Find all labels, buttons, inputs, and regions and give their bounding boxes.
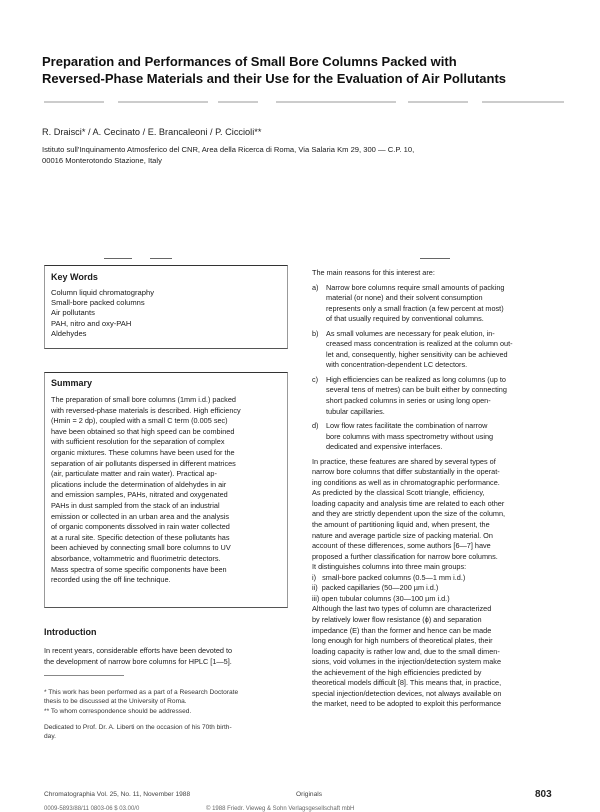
divider <box>420 258 450 259</box>
list-label: a) <box>312 282 319 292</box>
keyword-item: PAH, nitro and oxy-PAH <box>51 318 132 328</box>
summary-line: with reversed-phase materials is described. High efficiency <box>51 405 241 415</box>
list-line: let and, consequently, higher sensitivity can be achieved <box>326 349 508 359</box>
group-item: i) small-bore packed columns (0.5—1 mm i.d.) <box>312 572 466 582</box>
introduction-line: In recent years, considerable efforts have been devoted to <box>44 646 233 655</box>
summary-text <box>51 395 281 586</box>
group-item: ii) packed capillaries (50—200 µm i.d.) <box>312 583 439 593</box>
summary-line: have been obtained so that high speed can be combined <box>51 426 235 436</box>
summary-line: and emission samples, PAHs, nitrated and oxygenated <box>51 490 228 500</box>
introduction-heading: Introduction <box>44 627 97 637</box>
summary-line: (air, particulate matter and rain water). Practical ap- <box>51 469 217 479</box>
summary-line: of organic components dissolved in rain water collected <box>51 522 230 532</box>
dedication-line: day. <box>44 733 56 741</box>
list-line: of that usually required by conventional columns. <box>326 314 484 324</box>
list-line: Narrow bore columns require small amounts of packing <box>326 282 505 292</box>
introduction-text <box>44 646 288 667</box>
group-item: iii) open tubular columns (30—100 µm i.d.) <box>312 593 450 603</box>
introduction-line: the development of narrow bore columns for HPLC [1—5]. <box>44 656 232 666</box>
list-item <box>312 283 570 325</box>
paragraph-line: nature and average particle size of packing material. On <box>312 530 493 540</box>
list-item <box>312 329 570 371</box>
summary-line: emission or collected in an urban area and the analysis <box>51 511 230 521</box>
list-label: d) <box>312 421 319 431</box>
summary-heading: Summary <box>51 378 93 388</box>
right-column <box>312 268 570 710</box>
footnotes <box>44 688 288 741</box>
list-body <box>326 283 504 325</box>
authors: R. Draisci* / A. Cecinato / E. Brancaleoni / P. Ciccioli** <box>42 127 262 137</box>
paragraph-line: It distinguishes columns into three main groups: <box>312 562 467 572</box>
paragraph-line: the market, need to be adopted to exploit this performance <box>312 699 502 709</box>
affiliation-line: 00016 Monterotondo Stazione, Italy <box>42 155 162 165</box>
list-label: b) <box>312 328 319 338</box>
paragraph-line: long enough for high numbers of theoretical plates, their <box>312 636 493 646</box>
list-line: short packed columns in series or using long open- <box>326 396 491 406</box>
keyword-item: Column liquid chromatography <box>51 288 154 297</box>
keywords-heading: Key Words <box>51 272 98 282</box>
summary-line: The preparation of small bore columns (1mm i.d.) packed <box>51 395 236 404</box>
summary-line: been achieved by connecting small bore columns to UV <box>51 543 231 553</box>
list-body <box>326 329 513 371</box>
list-body <box>326 421 493 453</box>
list-item <box>312 375 570 417</box>
title-line: Preparation and Performances of Small Bore Columns Packed with <box>42 54 457 69</box>
keywords-list <box>51 288 281 339</box>
list-item <box>312 421 570 453</box>
paragraph-line: by relatively lower flow resistance (ϕ) and separation <box>312 614 482 624</box>
title-line: Reversed-Phase Materials and their Use for the Evaluation of Air Pollutants <box>42 71 507 86</box>
summary-line: at a rural site. Specific detection of these pollutants has <box>51 532 230 542</box>
footnote-line: ** To whom correspondence should be addressed. <box>44 707 192 715</box>
list-body <box>326 375 507 417</box>
summary-line: with sufficient resolution for the separation of complex <box>51 437 225 447</box>
footnote-line: * This work has been performed as a part of a Research Doctorate <box>44 689 239 696</box>
footer-code: 0009-5893/88/11 0803-06 $ 03.00/0 <box>44 806 140 812</box>
paragraph-line: The main reasons for this interest are: <box>312 268 435 277</box>
list-line: represents only a small fraction (a few percent at most) <box>326 303 504 313</box>
keyword-item: Aldehydes <box>51 328 87 338</box>
paragraph-line: proposed a further classification for narrow bore columns. <box>312 551 498 561</box>
keyword-item: Air pollutants <box>51 308 95 318</box>
list-label: c) <box>312 374 319 384</box>
summary-line: separation of air pollutants dispersed in different matrices <box>51 458 236 468</box>
paragraph-line: loading capacity is rather low and, due to the small dimen- <box>312 646 500 656</box>
affiliation <box>42 145 562 166</box>
list-line: Low flow rates facilitate the combination of narrow <box>326 421 488 431</box>
title-underline-rule <box>44 101 564 103</box>
paragraph-line: sions, void volumes in the injection/detection system make <box>312 657 501 667</box>
paragraph-line: Although the last two types of column are characterized <box>312 604 492 614</box>
paragraph-line: and they are strictly dependent upon the size of the column, <box>312 509 506 519</box>
paragraph <box>312 604 570 709</box>
paragraph <box>312 457 570 573</box>
paragraph-line: In practice, these features are shared by several types of <box>312 456 496 466</box>
list-line: creased mass concentration is realized at the column out- <box>326 339 513 349</box>
footer-copyright: © 1988 Friedr. Vieweg & Sohn Verlagsgesellschaft mbH <box>206 806 355 812</box>
footnote-gap <box>44 716 288 723</box>
footer-journal: Chromatographia Vol. 25, No. 11, November 1988 <box>44 791 191 798</box>
paragraph-line: account of these differences, some authors [6—7] have <box>312 541 491 551</box>
summary-line: plications include the determination of aldehydes in air <box>51 479 227 489</box>
list-line: As small volumes are necessary for peak elution, in- <box>326 328 495 338</box>
paragraph-line: special injection/detection devices, not always available on <box>312 688 502 698</box>
paragraph-line: theoretical models difficult [8]. This means that, in practice, <box>312 678 502 688</box>
summary-box <box>44 372 288 608</box>
paragraph-line: narrow bore columns that differ substantially in the operat- <box>312 467 500 477</box>
summary-line: Mass spectra of some specific components have been <box>51 564 227 574</box>
column-groups-list <box>312 573 570 605</box>
list-line: bore columns with mass spectrometry without using <box>326 431 494 441</box>
list-line: High efficiencies can be realized as long columns (up to <box>326 374 506 384</box>
list-line: with concentration-dependent LC detectors. <box>326 360 468 370</box>
dedication-line: Dedicated to Prof. Dr. A. Liberti on the occasion of his 70th birth- <box>44 723 232 731</box>
paragraph-line: the amount of partitioning liquid and, when present, the <box>312 520 490 530</box>
keywords-box <box>44 265 288 349</box>
list-line: several tens of metres) can be built either by connecting <box>326 385 507 395</box>
divider <box>150 258 172 259</box>
paragraph-line: loading capacity and analysis time are related to each other <box>312 498 505 508</box>
summary-line: organic mixtures. These columns have been used for the <box>51 447 235 457</box>
summary-line: (Hmin = 2 dp), coupled with a small C term (0.005 sec) <box>51 416 228 426</box>
footer-article-type: Originals <box>296 791 323 798</box>
paragraph-line: ing conditions as well as in chromatographic performance. <box>312 477 500 487</box>
summary-line: PAHs in dust sampled from the stack of an industrial <box>51 500 220 510</box>
list-line: tubular capillaries. <box>326 406 385 416</box>
list-line: material (or none) and their solvent consumption <box>326 293 483 303</box>
article-title <box>42 53 562 87</box>
footnote-line: thesis to be discussed at the University of Roma. <box>44 698 187 706</box>
divider <box>104 258 132 259</box>
footnote-rule <box>44 675 124 676</box>
affiliation-line: Istituto sull'Inquinamento Atmosferico del CNR, Area della Ricerca di Roma, Via Salaria Km 29, 300 — C.P. 10, <box>42 145 415 154</box>
list-line: dedicated and expensive interfaces. <box>326 442 443 452</box>
summary-line: absorbance, voltammetric and fluorimetric detectors. <box>51 553 221 563</box>
paragraph-line: the achievement of the high efficiencies predicted by <box>312 667 482 677</box>
keyword-item: Small-bore packed columns <box>51 298 145 308</box>
page-number: 803 <box>535 789 552 800</box>
paragraph-line: impedance (E) than the former and hence can be made <box>312 625 492 635</box>
summary-line: recorded using the off line technique. <box>51 575 171 585</box>
paragraph-line: As predicted by the classical Scott triangle, efficiency, <box>312 488 485 498</box>
